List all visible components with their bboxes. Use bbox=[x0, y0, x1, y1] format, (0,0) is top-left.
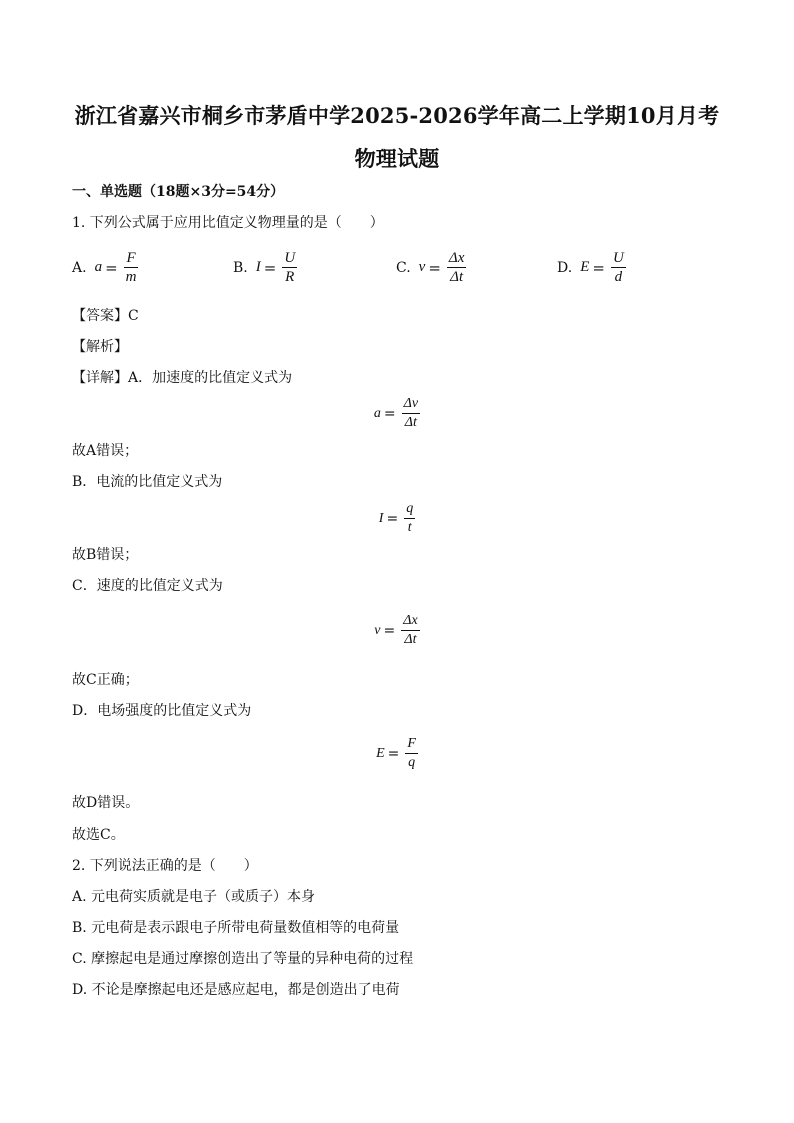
q1-option-c-num: Δx bbox=[448, 250, 465, 266]
q1-conclusion-a: 故A错误； bbox=[72, 443, 139, 459]
q1-option-d-lhs: E bbox=[580, 259, 590, 275]
q1-option-c-label: C. bbox=[396, 259, 411, 276]
q1-analysis-heading: 【解析】 bbox=[72, 339, 128, 355]
eq-d-den: q bbox=[408, 755, 416, 770]
eq-c-num: Δx bbox=[401, 613, 419, 631]
eq-c-den: Δt bbox=[404, 632, 417, 647]
q2-option-d: D. 不论是摩擦起电还是感应起电，都是创造出了电荷 bbox=[72, 982, 400, 998]
q1-option-d: D. E = $\frac{U}{d}$ bbox=[557, 250, 624, 285]
q1-equation-a: a = $\frac{\Delta v}{\Delta t}$ bbox=[373, 396, 419, 430]
q1-equation-c: v = $\frac{\Delta x}{\Delta t}$ bbox=[374, 613, 418, 647]
q1-conclusion-d: 故D错误。 bbox=[72, 795, 140, 811]
q1-option-a: A. a = $\frac{F}{m}$ bbox=[72, 250, 137, 285]
q1-final-answer: 故选C。 bbox=[72, 827, 125, 843]
eq-d-lhs: E bbox=[376, 745, 385, 761]
q1-option-c-den: Δt bbox=[450, 269, 464, 285]
document-title: 浙江省嘉兴市桐乡市茅盾中学2025-2026学年高二上学期10月月考 bbox=[74, 103, 720, 128]
q1-equation-d: E = $\frac{F}{q}$ bbox=[376, 736, 416, 770]
q1-option-b-lhs: I bbox=[255, 259, 261, 275]
q1-option-a-lhs: a bbox=[94, 259, 103, 275]
q1-conclusion-b: 故B错误； bbox=[72, 547, 139, 563]
q1-option-c-lhs: v bbox=[418, 259, 426, 275]
eq-c-lhs: v bbox=[374, 622, 381, 638]
q1-option-b-den: R bbox=[285, 269, 295, 285]
q1-answer: 【答案】C bbox=[72, 308, 139, 324]
eq-a-num: Δv bbox=[402, 396, 420, 414]
q1-option-b-num: U bbox=[284, 250, 296, 266]
q1-equation-b: I = $\frac{q}{t}$ bbox=[378, 501, 414, 535]
q1-option-d-num: U bbox=[612, 250, 624, 266]
q1-conclusion-c: 故C正确； bbox=[72, 672, 139, 688]
eq-d-num: F bbox=[405, 736, 418, 754]
q1-option-a-num: F bbox=[126, 250, 136, 266]
q1-detail-d: D．电场强度的比值定义式为 bbox=[72, 703, 252, 719]
q1-option-a-den: m bbox=[125, 269, 137, 285]
question-1-stem: 1. 下列公式属于应用比值定义物理量的是（ ） bbox=[72, 215, 384, 231]
eq-b-num: q bbox=[404, 501, 415, 519]
q2-option-b: B. 元电荷是表示跟电子所带电荷量数值相等的电荷量 bbox=[72, 920, 400, 936]
eq-a-den: Δt bbox=[404, 415, 417, 430]
q1-option-d-den: d bbox=[614, 269, 623, 285]
eq-a-lhs: a bbox=[373, 405, 381, 421]
q1-option-b: B. I = $\frac{U}{R}$ bbox=[233, 250, 296, 285]
eq-b-den: t bbox=[407, 520, 412, 535]
q1-option-b-label: B. bbox=[233, 259, 248, 276]
q1-option-a-label: A. bbox=[72, 259, 87, 276]
eq-b-lhs: I bbox=[378, 510, 384, 526]
document-subtitle: 物理试题 bbox=[354, 146, 440, 171]
q1-detail-a: 【详解】A．加速度的比值定义式为 bbox=[72, 370, 293, 386]
q1-option-c: C. v = $\frac{\Delta x}{\Delta t}$ bbox=[396, 250, 465, 285]
question-2-stem: 2. 下列说法正确的是（ ） bbox=[72, 858, 258, 874]
q2-option-c: C. 摩擦起电是通过摩擦创造出了等量的异种电荷的过程 bbox=[72, 951, 414, 967]
section-heading: 一、单选题（18题×3分=54分） bbox=[72, 184, 285, 200]
q1-option-d-label: D. bbox=[557, 259, 573, 276]
q1-detail-c: C．速度的比值定义式为 bbox=[72, 578, 223, 594]
q2-option-a: A. 元电荷实质就是电子（或质子）本身 bbox=[72, 889, 316, 905]
q1-detail-b: B．电流的比值定义式为 bbox=[72, 474, 223, 490]
